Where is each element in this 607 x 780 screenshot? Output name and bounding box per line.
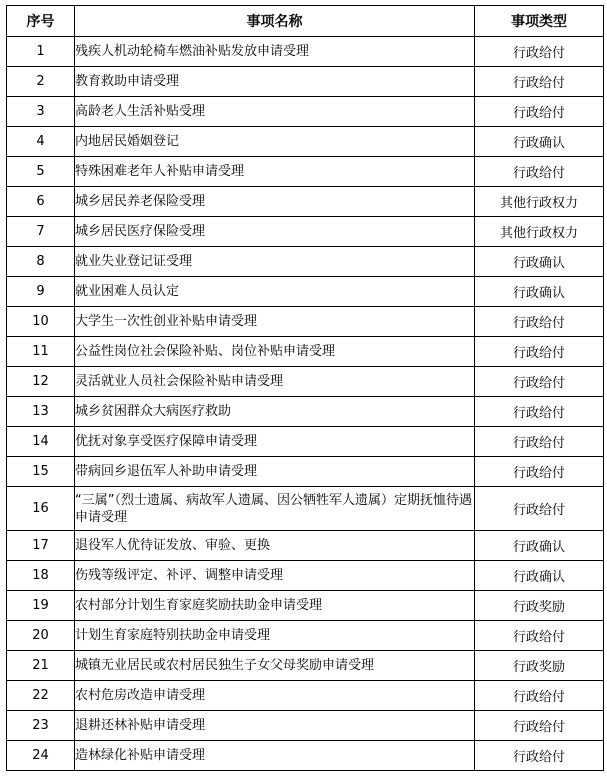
table-row (7, 741, 604, 771)
table-row (7, 187, 604, 217)
row-serial-number: 12 (7, 367, 75, 397)
row-matter-type: 行政给付 (475, 67, 604, 97)
row-matter-name: 大学生一次性创业补贴申请受理 (75, 307, 475, 337)
row-matter-type: 行政给付 (475, 307, 604, 337)
table-row (7, 97, 604, 127)
row-serial-number: 16 (7, 487, 75, 531)
row-matter-type: 行政给付 (475, 37, 604, 67)
table-row (7, 621, 604, 651)
row-matter-name: 特殊困难老年人补贴申请受理 (75, 157, 475, 187)
header-matter-name: 事项名称 (75, 6, 475, 37)
table-row (7, 561, 604, 591)
row-matter-type: 行政给付 (475, 681, 604, 711)
table-row (7, 711, 604, 741)
table-row (7, 157, 604, 187)
row-matter-name: 公益性岗位社会保险补贴、岗位补贴申请受理 (75, 337, 475, 367)
row-serial-number: 10 (7, 307, 75, 337)
row-matter-name: 城乡居民养老保险受理 (75, 187, 475, 217)
table-row (7, 427, 604, 457)
row-matter-name: 伤残等级评定、补评、调整申请受理 (75, 561, 475, 591)
row-serial-number: 1 (7, 37, 75, 67)
row-serial-number: 15 (7, 457, 75, 487)
row-matter-name: 造林绿化补贴申请受理 (75, 741, 475, 771)
row-matter-type: 行政确认 (475, 277, 604, 307)
table-row (7, 307, 604, 337)
row-serial-number: 14 (7, 427, 75, 457)
row-matter-type: 行政给付 (475, 97, 604, 127)
table-row (7, 37, 604, 67)
row-matter-name: 教育救助申请受理 (75, 67, 475, 97)
row-matter-name: 就业失业登记证受理 (75, 247, 475, 277)
table-body (7, 37, 604, 771)
table-row (7, 681, 604, 711)
table-row (7, 397, 604, 427)
table-row (7, 531, 604, 561)
table-row (7, 457, 604, 487)
header-matter-type: 事项类型 (475, 6, 604, 37)
row-matter-name: 灵活就业人员社会保险补贴申请受理 (75, 367, 475, 397)
row-matter-type: 其他行政权力 (475, 217, 604, 247)
row-matter-name: 农村部分计划生育家庭奖励扶助金申请受理 (75, 591, 475, 621)
row-matter-type: 行政确认 (475, 531, 604, 561)
row-serial-number: 20 (7, 621, 75, 651)
table-row (7, 367, 604, 397)
row-serial-number: 13 (7, 397, 75, 427)
table-row (7, 337, 604, 367)
row-matter-type: 行政奖励 (475, 651, 604, 681)
table-row (7, 247, 604, 277)
row-matter-type: 行政给付 (475, 621, 604, 651)
row-matter-type: 行政给付 (475, 157, 604, 187)
table-row (7, 67, 604, 97)
row-matter-type: 行政给付 (475, 741, 604, 771)
row-matter-name: 内地居民婚姻登记 (75, 127, 475, 157)
row-matter-name: 就业困难人员认定 (75, 277, 475, 307)
row-serial-number: 17 (7, 531, 75, 561)
row-matter-type: 行政确认 (475, 561, 604, 591)
matters-table (6, 5, 604, 771)
row-matter-name: 退耕还林补贴申请受理 (75, 711, 475, 741)
row-matter-name: 城镇无业居民或农村居民独生子女父母奖励申请受理 (75, 651, 475, 681)
row-matter-name: 带病回乡退伍军人补助申请受理 (75, 457, 475, 487)
header-row (7, 6, 604, 37)
row-matter-name: 城乡居民医疗保险受理 (75, 217, 475, 247)
row-matter-name: 优抚对象享受医疗保障申请受理 (75, 427, 475, 457)
table-row (7, 277, 604, 307)
row-matter-type: 行政给付 (475, 427, 604, 457)
row-matter-type: 行政给付 (475, 487, 604, 531)
table-row (7, 591, 604, 621)
table-header (7, 6, 604, 37)
row-serial-number: 21 (7, 651, 75, 681)
row-serial-number: 19 (7, 591, 75, 621)
row-serial-number: 9 (7, 277, 75, 307)
row-serial-number: 7 (7, 217, 75, 247)
row-matter-type: 行政给付 (475, 367, 604, 397)
row-serial-number: 3 (7, 97, 75, 127)
row-serial-number: 4 (7, 127, 75, 157)
row-matter-type: 行政给付 (475, 457, 604, 487)
row-matter-type: 行政给付 (475, 711, 604, 741)
row-serial-number: 5 (7, 157, 75, 187)
row-matter-name: 计划生育家庭特别扶助金申请受理 (75, 621, 475, 651)
row-matter-name: “三属”（烈士遗属、病故军人遗属、因公牺牲军人遗属）定期抚恤待遇申请受理 (75, 487, 475, 531)
row-matter-name: 残疾人机动轮椅车燃油补贴发放申请受理 (75, 37, 475, 67)
row-serial-number: 18 (7, 561, 75, 591)
row-matter-name: 退役军人优待证发放、审验、更换 (75, 531, 475, 561)
row-matter-type: 行政给付 (475, 337, 604, 367)
row-serial-number: 22 (7, 681, 75, 711)
header-serial-number: 序号 (7, 6, 75, 37)
table-row (7, 127, 604, 157)
row-matter-type: 行政确认 (475, 247, 604, 277)
row-matter-type: 行政给付 (475, 397, 604, 427)
row-serial-number: 2 (7, 67, 75, 97)
table-row (7, 651, 604, 681)
row-matter-type: 其他行政权力 (475, 187, 604, 217)
table-row (7, 217, 604, 247)
row-serial-number: 6 (7, 187, 75, 217)
row-matter-type: 行政奖励 (475, 591, 604, 621)
row-matter-name: 高龄老人生活补贴受理 (75, 97, 475, 127)
row-serial-number: 11 (7, 337, 75, 367)
row-serial-number: 24 (7, 741, 75, 771)
table-row (7, 487, 604, 531)
row-matter-name: 农村危房改造申请受理 (75, 681, 475, 711)
row-serial-number: 8 (7, 247, 75, 277)
row-matter-name: 城乡贫困群众大病医疗救助 (75, 397, 475, 427)
row-matter-type: 行政确认 (475, 127, 604, 157)
row-serial-number: 23 (7, 711, 75, 741)
